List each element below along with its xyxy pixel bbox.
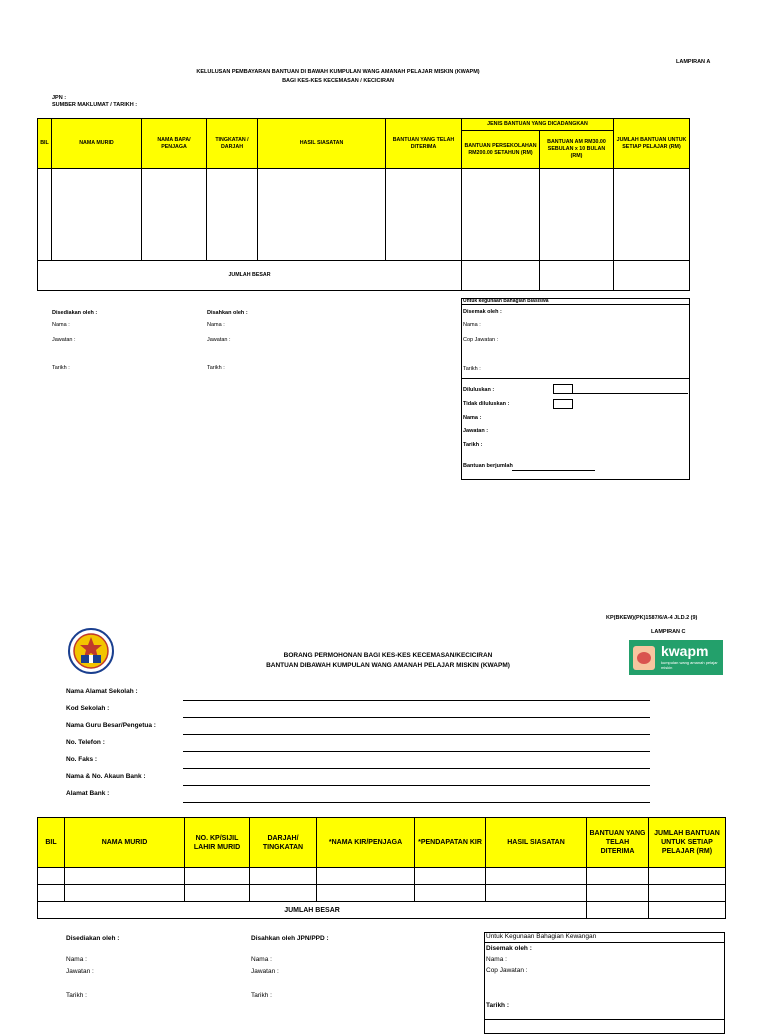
jawatan-label: Jawatan : [463,428,489,434]
jawatan-label: Jawatan : [66,968,94,975]
tarikh-label: Tarikh : [463,366,481,372]
jpn-label: JPN : [52,95,67,101]
nama-label: Nama : [463,415,482,421]
disahkan-label: Disahkan oleh : [207,310,248,316]
tarikh-label: Tarikh : [463,442,483,448]
page1-title-line2: BAGI KES-KES KECEMASAN / KECICIRAN [282,78,394,84]
col-bantuan-persekolahan: BANTUAN PERSEKOLAHAN RM200.00 SETAHUN (RM) [462,131,540,169]
alamat-bank-input-line[interactable] [183,802,650,803]
disediakan-label: Disediakan oleh : [66,935,120,942]
group-jenis-bantuan: JENIS BANTUAN YANG DICADANGKAN [462,119,614,131]
nama-label: Nama : [486,956,507,963]
col-hasil-siasatan: HASIL SIASATAN [258,119,386,169]
divider [573,393,688,394]
col-nama-kir: *NAMA KIR/PENJAGA [317,818,415,868]
col-bantuan-telah: BANTUAN YANG TELAH DITERIMA [386,119,462,169]
nama-label: Nama : [463,322,481,328]
nama-guru-besar-input-line[interactable] [183,734,650,735]
tarikh-label: Tarikh : [207,365,225,371]
col-darjah: DARJAH/ TINGKATAN [250,818,317,868]
col-bantuan-am: BANTUAN AM RM30.00 SEBULAN x 10 BULAN (RM) [540,131,614,169]
col-nama-murid: NAMA MURID [65,818,185,868]
tarikh-label: Tarikh : [52,365,70,371]
col-pendapatan-kir: *PENDAPATAN KIR [415,818,486,868]
divider [484,942,724,943]
page1-title-line1: KELULUSAN PEMBAYARAN BANTUAN DI BAWAH KUMPULAN WANG AMANAH PELAJAR MISKIN (KWAPM) [196,69,480,75]
col-tingkatan: TINGKATAN / DARJAH [207,119,258,169]
col-bil: BIL [38,119,52,169]
nama-label: Nama : [66,956,87,963]
col-bantuan-telah: BANTUAN YANG TELAH DITERIMA [587,818,649,868]
nama-label: Nama : [251,956,272,963]
jumlah-besar-label: JUMLAH BESAR [38,902,587,919]
heart-icon [637,652,651,664]
nama-label: Nama : [52,322,70,328]
kwapm-logo [629,640,723,675]
field-alamat-bank: Alamat Bank : [66,790,110,797]
nama-label: Nama : [207,322,225,328]
biasiswa-office-box [461,298,690,480]
tidak-diluluskan-label: Tidak diluluskan : [463,401,510,407]
jawatan-label: Jawatan : [52,337,76,343]
table-row [38,169,690,261]
jumlah-besar-row [38,902,726,919]
office-heading: Untuk kegunaan Bahagian Biasiswa [463,298,549,304]
field-no-telefon: No. Telefon : [66,739,105,746]
divider [484,1019,724,1020]
col-nama-murid: NAMA MURID [52,119,142,169]
kod-sekolah-input-line[interactable] [183,717,650,718]
field-nama-alamat-sekolah: Nama Alamat Sekolah : [66,688,138,695]
bantuan-berjumlah-label: Bantuan berjumlah [463,463,513,469]
nama-alamat-sekolah-input-line[interactable] [183,700,650,701]
diluluskan-checkbox[interactable] [553,384,573,394]
jawatan-label: Jawatan : [251,968,279,975]
divider [512,470,595,471]
lampiran-a-label: LAMPIRAN A [676,59,711,65]
kwapm-wordmark: kwapm [661,643,709,659]
sumber-label: SUMBER MAKLUMAT / TARIKH : [52,102,138,108]
no-telefon-input-line[interactable] [183,751,650,752]
jawatan-label: Jawatan : [207,337,231,343]
no-faks-input-line[interactable] [183,768,650,769]
col-hasil-siasatan: HASIL SIASATAN [486,818,587,868]
ministry-crest-logo [67,627,115,675]
page2-title-line1: BORANG PERMOHONAN BAGI KES-KES KECEMASAN/KECICIRAN [283,652,493,659]
divider [461,378,689,379]
divider [461,304,689,305]
jumlah-besar-label: JUMLAH BESAR [38,261,462,291]
disemak-label: Disemak oleh : [463,309,502,315]
kwapm-subtitle: kumpulan wang amanah pelajar miskin [661,660,718,670]
disediakan-label: Disediakan oleh : [52,310,98,316]
col-no-kp: NO. KP/SIJIL LAHIR MURID [185,818,250,868]
col-bil: BIL [38,818,65,868]
reference-number: KP(BKEW)(PK)1587/6/A-4 JLD.2 (9) [606,615,698,621]
tarikh-label: Tarikh : [66,992,87,999]
tarikh-label: Tarikh : [251,992,272,999]
page2-application-table [37,817,726,919]
diluluskan-label: Diluluskan : [463,387,495,393]
office-heading: Untuk Kegunaan Bahagian Kewangan [486,933,597,940]
disemak-label: Disemak oleh : [486,945,532,952]
page1-approval-table [37,118,690,291]
field-no-faks: No. Faks : [66,756,98,763]
tidak-diluluskan-checkbox[interactable] [553,399,573,409]
cop-jawatan-label: Cop Jawatan : [463,337,499,343]
col-nama-bapa: NAMA BAPA/ PENJAGA [142,119,207,169]
table-row [38,885,726,902]
field-nama-akaun-bank: Nama & No. Akaun Bank : [66,773,146,780]
cop-jawatan-label: Cop Jawatan : [486,967,528,974]
akaun-bank-input-line[interactable] [183,785,650,786]
col-jumlah-bantuan: JUMLAH BANTUAN UNTUK SETIAP PELAJAR (RM) [649,818,726,868]
lampiran-c-label: LAMPIRAN C [651,629,686,635]
disahkan-jpn-label: Disahkan oleh JPN/PPD : [251,935,329,942]
field-kod-sekolah: Kod Sekolah : [66,705,110,712]
table-row [38,868,726,885]
jumlah-besar-row [38,261,690,291]
col-jumlah-bantuan: JUMLAH BANTUAN UNTUK SETIAP PELAJAR (RM) [614,119,690,169]
tarikh-label: Tarikh : [486,1002,509,1009]
field-nama-guru-besar: Nama Guru Besar/Pengetua : [66,722,156,729]
page2-title-line2: BANTUAN DIBAWAH KUMPULAN WANG AMANAH PELAJAR MISKIN (KWAPM) [266,662,510,669]
